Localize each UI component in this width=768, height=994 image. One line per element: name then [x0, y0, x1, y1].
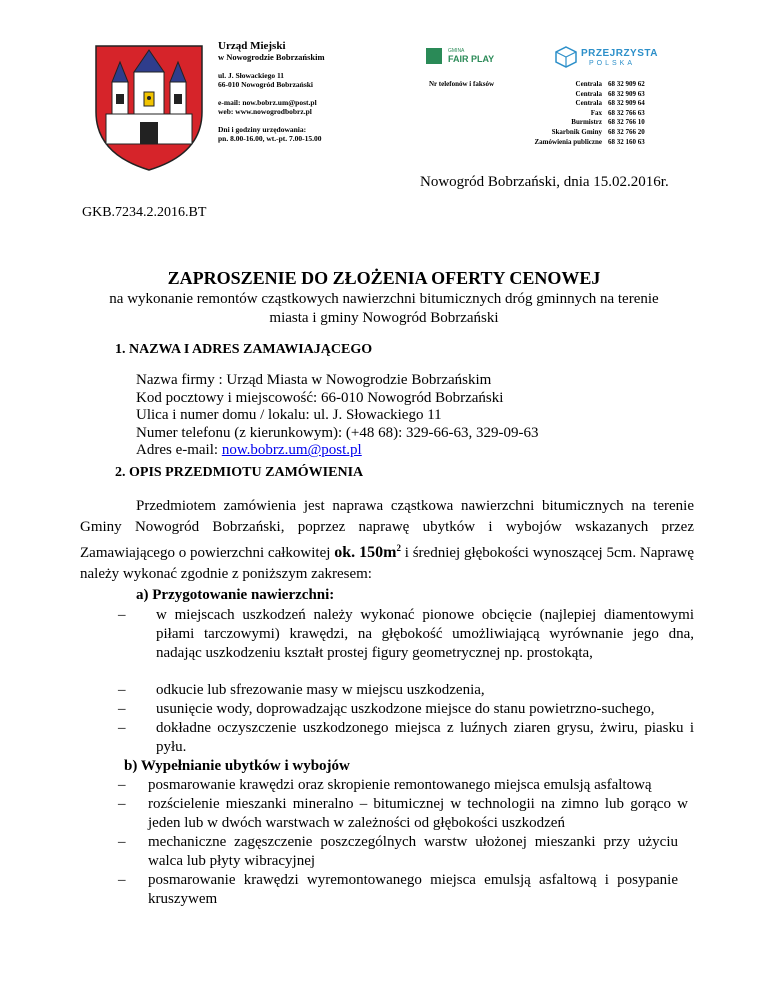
contact-row — [500, 109, 690, 119]
contact-label: Zamówienia publiczne — [534, 137, 602, 146]
list-item-text: rozścielenie mieszanki mineralno – bitumicznej w technologii na zimno lub gorąco w jeden lub w dwóch warstwach w zależności od głębokości uszkodzeń — [148, 796, 688, 831]
contact-row — [500, 138, 690, 148]
office-name: Urząd Miejski — [218, 40, 286, 52]
coat-of-arms-logo — [92, 42, 206, 174]
document-subtitle: na wykonanie remontów cząstkowych nawierzchni bitumicznych dróg gminnych na terenie miasta i gminy Nowogród Bobrzański — [109, 291, 659, 326]
email-link[interactable]: now.bobrz.um@post.pl — [221, 442, 362, 459]
contact-label: Centrala — [575, 89, 602, 98]
contacts-label: Nr telefonów i faksów — [429, 80, 495, 88]
contact-number: 68 32 909 63 — [608, 89, 645, 98]
fair-play-mark-icon — [426, 48, 442, 64]
contact-row — [500, 128, 690, 138]
office-street: ul. J. Słowackiego 11 — [218, 70, 285, 80]
document-title: ZAPROSZENIE DO ZŁOŻENIA OFERTY CENOWEJ — [167, 268, 601, 288]
dash-bullet: – — [118, 872, 126, 888]
area-value: ok. 150m — [334, 544, 397, 561]
office-subname: w Nowogrodzie Bobrzańskim — [218, 52, 325, 62]
place-date: Nowogród Bobrzański, dnia 15.02.2016r. — [420, 174, 669, 190]
contact-label: Skarbnik Gminy — [551, 127, 602, 136]
contact-number: 68 32 909 64 — [608, 99, 645, 108]
contact-row — [500, 118, 690, 128]
contact-label: Fax — [590, 108, 602, 117]
list-item-text: usunięcie wody, doprowadzając uszkodzone miejsce do stanu powietrzno-suchego, — [156, 701, 655, 717]
list-item-text: mechaniczne zagęszczenie poszczególnych warstw ułożonej mieszanki przy użyciu walca lub płyty wibracyjnej — [148, 834, 678, 869]
contact-row — [500, 80, 690, 90]
list-item-text: posmarowanie krawędzi oraz skropienie remontowanego miejsca emulsją asfaltową — [148, 777, 652, 793]
section-heading-1: 1. NAZWA I ADRES ZAMAWIAJĄCEGO — [115, 342, 373, 357]
list-item-text: posmarowanie krawędzi wyremontowanego miejsca emulsją asfaltową i posypanie kruszywem — [148, 872, 678, 907]
subheading-b: b) Wypełnianie ubytków i wybojów — [124, 758, 350, 774]
contact-label: Centrala — [575, 80, 602, 88]
contact-row — [500, 90, 690, 100]
contact-number: 68 32 909 62 — [608, 80, 645, 88]
subheading-a: a) Przygotowanie nawierzchni: — [136, 587, 335, 603]
dash-bullet: – — [118, 796, 126, 812]
dash-bullet: – — [118, 682, 126, 698]
office-hours: pn. 8.00-16.00, wt.-pt. 7.00-15.00 — [218, 134, 322, 143]
przejrzysta-polska-logo: PRZEJRZYSTA POLSKA — [555, 46, 655, 72]
contact-label: Burmistrz — [571, 118, 602, 127]
list-item-text: odkucie lub sfrezowanie masy w miejscu uszkodzenia, — [156, 682, 485, 698]
description-paragraph: Przedmiotem zamówienia jest naprawa cząstkowa nawierzchni bitumicznych na terenie Gminy Nowogród Bobrzański, poprzez naprawę ubytków i wybojów wskazanych przez Zamawiającego o powierzchni całkowitej ok. $150m^2$ i średniej głębokości wynoszącej 5cm. Naprawę należy wykonać zgodnie z poniższym zakresem: — [80, 498, 695, 582]
office-email: e-mail: now.bobrz.um@post.pl — [218, 97, 317, 107]
dash-bullet: – — [118, 777, 126, 793]
address-block: Nazwa firmy : Urząd Miasta w Nowogrodzie Bobrzańskim Kod pocztowy i miejscowość: 66-010 Nowogród Bobrzański Ulica i numer domu / lokalu: ul. J. Słowackiego 11 Numer telefonu (z kierunkowym): (+48 68): 329-66-63, 329-09-63 Adres e-mail: now.bobrz.um@post.pl — [136, 372, 539, 459]
section-heading-2: 2. OPIS PRZEDMIOTU ZAMÓWIENIA — [115, 465, 364, 480]
office-info — [218, 40, 408, 144]
contact-number: 68 32 766 10 — [608, 118, 645, 127]
fair-play-logo: GMINA FAIR PLAY — [426, 48, 526, 68]
list-item-text: w miejscach uszkodzeń należy wykonać pionowe obcięcie (najlepiej diamentowymi piłami tarczowymi) krawędzi, na głębokość umożliwiającą wyrównanie jego dna, nadając uszkodzeniu kształt prostej figury geometrycznej np. prostokąta, — [156, 607, 694, 661]
dash-bullet: – — [118, 834, 126, 850]
dash-bullet: – — [118, 701, 126, 717]
list-item-text: dokładne oczyszczenie uszkodzonego miejsca z luźnych ziaren grysu, żwiru, piasku i pyłu. — [156, 720, 694, 755]
office-postal: 66-010 Nowogród Bobrzański — [218, 80, 314, 89]
contact-number: 68 32 766 20 — [608, 127, 645, 136]
contact-label: Centrala — [575, 99, 602, 108]
dash-bullet: – — [118, 720, 126, 736]
office-www: web: www.nowogrodbobrz.pl — [218, 107, 312, 116]
office-hours-label: Dni i godziny urzędowania: — [218, 124, 307, 134]
contact-number: 68 32 160 63 — [608, 137, 645, 146]
cube-icon — [555, 46, 577, 68]
contacts-list — [500, 80, 690, 147]
dash-bullet: – — [118, 607, 126, 623]
reference-number: GKB.7234.2.2016.BT — [82, 205, 207, 220]
contact-row — [500, 99, 690, 109]
contact-number: 68 32 766 63 — [608, 108, 645, 117]
